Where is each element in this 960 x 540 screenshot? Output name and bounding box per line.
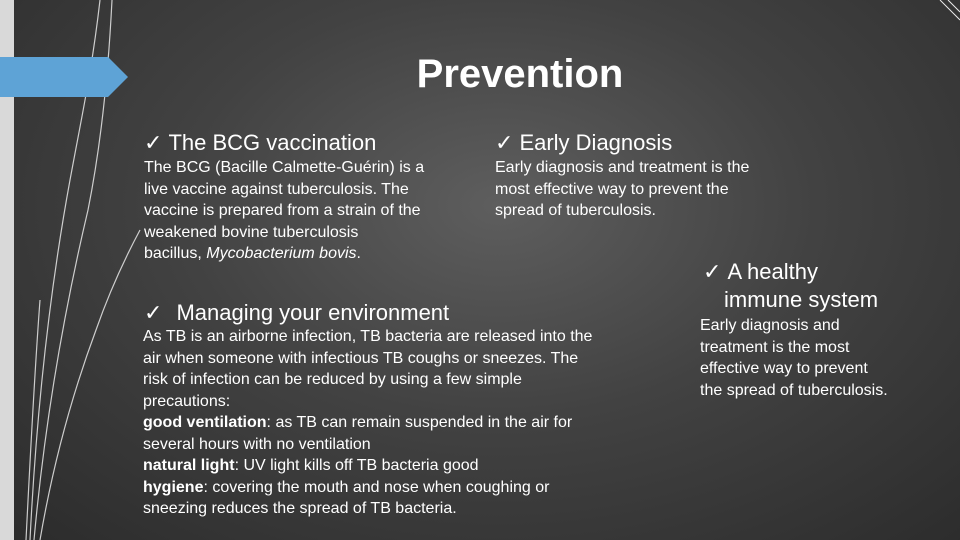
slide-title: Prevention	[416, 52, 624, 96]
environment-line: precautions:	[143, 392, 231, 410]
diagnosis-description	[495, 157, 815, 222]
checkmark-icon: ✓	[495, 130, 514, 155]
ventilation-term: good ventilation	[143, 414, 267, 431]
title-accent-tab	[0, 57, 128, 97]
immune-heading-line-1	[703, 258, 878, 286]
bcg-heading	[144, 129, 376, 157]
checkmark-icon: ✓	[144, 300, 163, 325]
bcg-last-prefix: bacillus,	[144, 245, 207, 262]
bcg-species-name: Mycobacterium bovis	[206, 245, 357, 262]
checkmark-icon: ✓	[703, 259, 722, 284]
light-term: natural light	[143, 457, 235, 474]
environment-line: As TB is an airborne infection, TB bacteria are released into the	[143, 328, 593, 345]
hygiene-text: : covering the mouth and nose when coughing or	[203, 478, 550, 496]
ventilation-line-2: several hours with no ventilation	[143, 435, 371, 453]
bcg-line: vaccine is prepared from a strain of the	[144, 202, 421, 219]
bcg-line: The BCG (Bacille Calmette-Guérin) is a	[144, 159, 425, 176]
immune-description	[700, 315, 940, 401]
bcg-last-suffix: .	[356, 245, 361, 262]
bcg-line: weakened bovine tuberculosis	[144, 223, 359, 241]
environment-description	[143, 326, 673, 520]
hygiene-line-2: sneezing reduces the spread of TB bacteria.	[143, 500, 457, 517]
immune-line: Early diagnosis and	[700, 317, 840, 334]
environment-heading	[144, 299, 449, 327]
hygiene-term: hygiene	[143, 478, 204, 496]
immune-heading	[703, 258, 878, 314]
bcg-description	[144, 157, 484, 265]
immune-line: effective way to prevent	[700, 360, 868, 377]
immune-heading-text-1: A healthy	[727, 259, 818, 284]
light-line	[143, 455, 673, 477]
diagnosis-line: Early diagnosis and treatment is the	[495, 159, 750, 176]
checkmark-icon: ✓	[144, 130, 163, 155]
environment-line: risk of infection can be reduced by using a few simple	[143, 371, 522, 388]
diagnosis-line: spread of tuberculosis.	[495, 202, 656, 219]
diagnosis-line: most effective way to prevent the	[495, 180, 729, 198]
diagnosis-heading-text: Early Diagnosis	[519, 130, 673, 155]
environment-heading-text: Managing your environment	[176, 300, 450, 325]
immune-line: treatment is the most	[700, 338, 850, 356]
bcg-heading-text: The BCG vaccination	[168, 130, 377, 155]
bcg-line: live vaccine against tuberculosis. The	[144, 180, 409, 198]
immune-line: the spread of tuberculosis.	[700, 381, 888, 399]
hygiene-line	[143, 477, 673, 499]
ventilation-text: : as TB can remain suspended in the air for	[266, 414, 573, 431]
bcg-line-last	[144, 243, 484, 265]
environment-line: air when someone with infectious TB coughs or sneezes. The	[143, 349, 579, 367]
immune-heading-line-2: immune system	[724, 287, 879, 312]
light-text: : UV light kills off TB bacteria good	[234, 457, 479, 474]
diagnosis-heading	[495, 129, 672, 157]
ventilation-line	[143, 412, 673, 434]
